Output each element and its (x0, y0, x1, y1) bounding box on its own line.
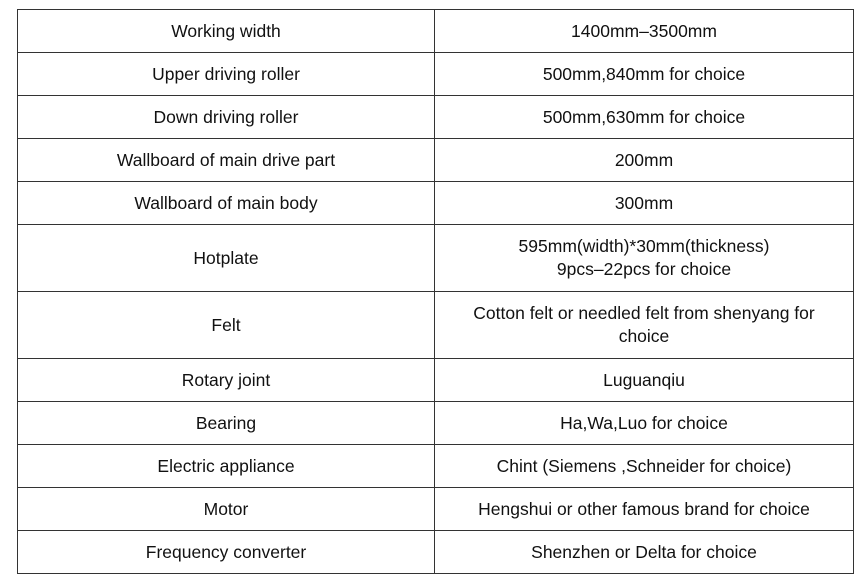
row-value (435, 445, 854, 488)
row-value (435, 10, 854, 53)
row-label: Working width (18, 10, 435, 53)
row-value-line: Hengshui or other famous brand for choice (478, 498, 810, 519)
table-row (18, 402, 854, 445)
table-row (18, 182, 854, 225)
row-label: Hotplate (18, 225, 435, 292)
row-value-line: Ha,Wa,Luo for choice (560, 412, 728, 433)
row-value-line: Cotton felt or needled felt from shenyang for (473, 303, 815, 323)
row-value-line: 1400mm–3500mm (571, 20, 717, 41)
row-value (435, 53, 854, 96)
row-value (435, 139, 854, 182)
row-label: Bearing (18, 402, 435, 445)
row-value (435, 488, 854, 531)
row-label: Felt (18, 292, 435, 359)
row-label: Motor (18, 488, 435, 531)
row-label: Electric appliance (18, 445, 435, 488)
row-value (435, 402, 854, 445)
row-label: Rotary joint (18, 359, 435, 402)
table-row (18, 139, 854, 182)
table-row (18, 531, 854, 574)
table-row (18, 359, 854, 402)
row-value (435, 182, 854, 225)
row-value-line: Luguanqiu (603, 369, 685, 390)
table-row (18, 96, 854, 139)
row-value (435, 531, 854, 574)
row-value (435, 359, 854, 402)
spec-table (17, 9, 854, 574)
table-row (18, 10, 854, 53)
table-row (18, 488, 854, 531)
row-value-line: 200mm (614, 149, 674, 170)
row-value (435, 292, 854, 359)
row-label: Upper driving roller (18, 53, 435, 96)
row-value-line: Shenzhen or Delta for choice (531, 541, 757, 562)
table-row (18, 292, 854, 359)
table-row (18, 53, 854, 96)
row-value-line: 595mm(width)*30mm(thickness) (518, 236, 770, 256)
row-value-line: choice (618, 326, 670, 346)
row-value-line: Chint (Siemens ,Schneider for choice) (496, 455, 792, 476)
row-value-line: 500mm,840mm for choice (542, 63, 746, 84)
row-label: Wallboard of main drive part (18, 139, 435, 182)
row-label: Frequency converter (18, 531, 435, 574)
table-row (18, 225, 854, 292)
row-label: Down driving roller (18, 96, 435, 139)
row-value-line: 9pcs–22pcs for choice (556, 259, 732, 279)
row-value-line: 300mm (614, 192, 674, 213)
row-value (435, 225, 854, 292)
row-label: Wallboard of main body (18, 182, 435, 225)
table-row (18, 445, 854, 488)
row-value-line: 500mm,630mm for choice (542, 106, 746, 127)
row-value (435, 96, 854, 139)
